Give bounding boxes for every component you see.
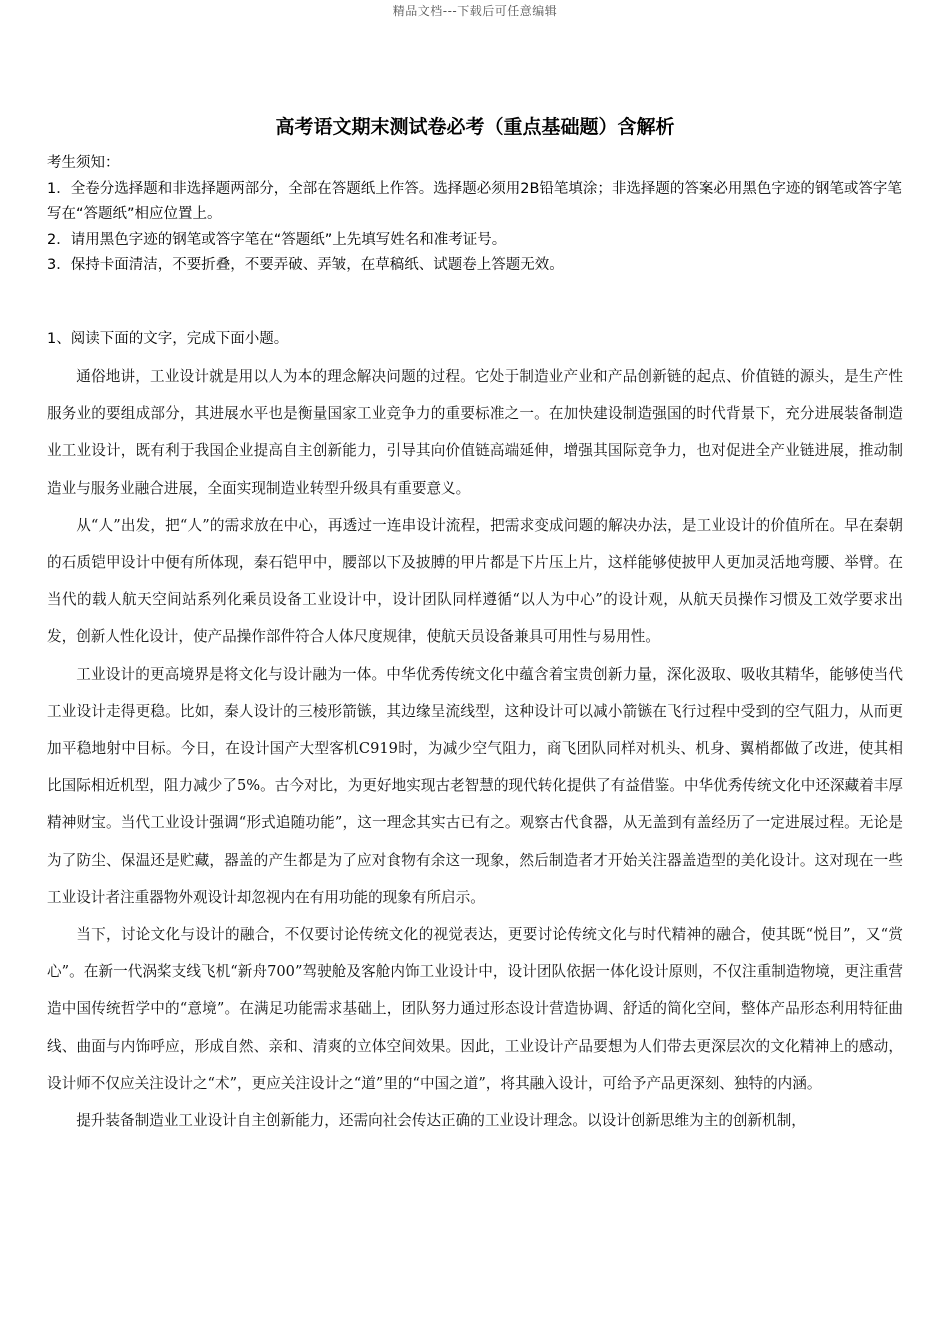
header-note: 精品文档---下载后可任意编辑 xyxy=(392,4,558,18)
question-heading: 1、阅读下面的文字，完成下面小题。 xyxy=(47,331,289,347)
reading-passage xyxy=(47,358,903,1139)
page-title: 高考语文期末测试卷必考（重点基础题）含解析 xyxy=(275,116,675,138)
passage-paragraph: 工业设计的更高境界是将文化与设计融为一体。中华优秀传统文化中蕴含着宝贵创新力量，深化汲取、吸收其精华，能够使当代工业设计走得更稳。比如，秦人设计的三棱形箭镞，其边缘呈流线型，这种设计可以减小箭镞在飞行过程中受到的空气阻力，从而更加平稳地射中目标。今日，在设计国产大型客机C919时，为减少空气阻力，商飞团队同样对机头、机身、翼梢都做了改进，使其相比国际相近机型，阻力减少了5%。古今对比，为更好地实现古老智慧的现代转化提供了有益借鉴。中华优秀传统文化中还深藏着丰厚精神财宝。当代工业设计强调“形式追随功能”，这一理念其实古已有之。观察古代食器，从无盖到有盖经历了一定进展过程。无论是为了防尘、保温还是贮藏，器盖的产生都是为了应对食物有余这一现象，然后制造者才开始关注器盖造型的美化设计。这对现在一些工业设计者注重器物外观设计却忽视内在有用功能的现象有所启示。 xyxy=(47,665,903,906)
notice-item: 3．保持卡面清洁，不要折叠，不要弄破、弄皱，在草稿纸、试题卷上答题无效。 xyxy=(47,257,564,273)
exam-notice xyxy=(47,151,907,279)
passage-paragraph: 通俗地讲，工业设计就是用以人为本的理念解决问题的过程。它处于制造业产业和产品创新链的起点、价值链的源头，是生产性服务业的要组成部分，其进展水平也是衡量国家工业竞争力的重要标准之一。在加快建设制造强国的时代背景下，充分进展装备制造业工业设计，既有利于我国企业提高自主创新能力，引导其向价值链高端延伸，增强其国际竞争力，也对促进全产业链进展，推动制造业与服务业融合进展，全面实现制造业转型升级具有重要意义。 xyxy=(47,368,903,497)
notice-heading: 考生须知： xyxy=(47,155,120,171)
passage-paragraph: 提升装备制造业工业设计自主创新能力，还需向社会传达正确的工业设计理念。以设计创新思维为主的创新机制， xyxy=(76,1112,806,1130)
passage-paragraph: 从“人”出发，把“人”的需求放在中心，再透过一连串设计流程，把需求变成问题的解决办法，是工业设计的价值所在。早在秦朝的石质铠甲设计中便有所体现，秦石铠甲中，腰部以下及披膊的甲片都是下片压上片，这样能够使披甲人更加灵活地弯腰、举臂。在当代的载人航天空间站系列化乘员设备工业设计中，设计团队同样遵循“以人为中心”的设计观，从航天员操作习惯及工效学要求出发，创新人性化设计，使产品操作部件符合人体尺度规律，使航天员设备兼具可用性与易用性。 xyxy=(47,516,903,646)
notice-item: 2．请用黑色字迹的钢笔或答字笔在“答题纸”上先填写姓名和准考证号。 xyxy=(47,231,507,248)
notice-item: 1．全卷分选择题和非选择题两部分，全部在答题纸上作答。选择题必须用2B铅笔填涂；非选择题的答案必用黑色字迹的钢笔或答字笔写在“答题纸”相应位置上。 xyxy=(47,180,902,222)
passage-paragraph: 当下，讨论文化与设计的融合，不仅要讨论传统文化的视觉表达，更要讨论传统文化与时代精神的融合，使其既“悦目”，又“赏心”。在新一代涡桨支线飞机“新舟700”驾驶舱及客舱内饰工业设计中，设计团队依据一体化设计原则，不仅注重制造物境，更注重营造中国传统哲学中的“意境”。在满足功能需求基础上，团队努力通过形态设计营造协调、舒适的简化空间，整体产品形态利用特征曲线、曲面与内饰呼应，形成自然、亲和、清爽的立体空间效果。因此，工业设计产品要想为人们带去更深层次的文化精神上的感动，设计师不仅应关注设计之“术”，更应关注设计之“道”里的“中国之道”，将其融入设计，可给予产品更深刻、独特的内涵。 xyxy=(47,926,903,1092)
